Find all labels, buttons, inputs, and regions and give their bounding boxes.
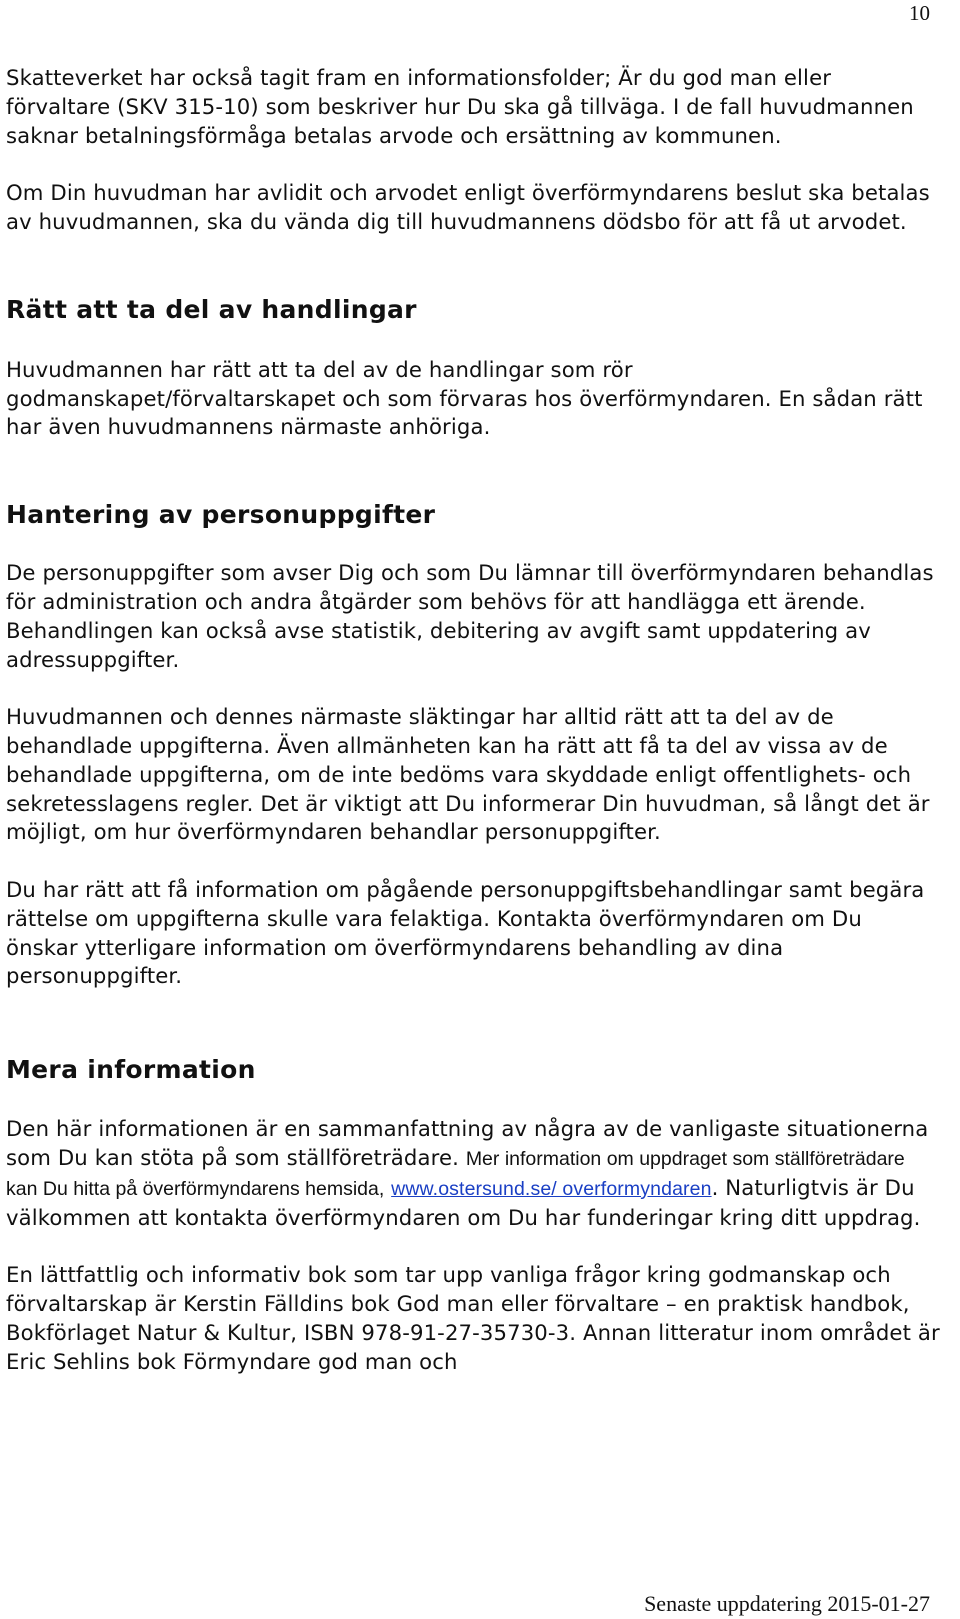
paragraph-handlingar: Huvudmannen har rätt att ta del av de handlingar som rör godmanskapet/förvaltarskapet och som förvaras hos överförmyndaren. En sådan rätt har även huvudmannens närmaste anhöriga. <box>6 356 923 440</box>
link-overformyndaren-website[interactable]: www.ostersund.se/ overformyndaren <box>391 1177 712 1200</box>
footer-last-updated: Senaste uppdatering 2015-01-27 <box>644 1591 930 1616</box>
document-body <box>6 64 940 1376</box>
paragraph-litteratur: En lättfattlig och informativ bok som tar upp vanliga frågor kring godmanskap och förvaltarskap är Kerstin Fälldins bok God man eller förvaltare – en praktisk handbok, Bokförlaget Natur & Kultur, ISBN 978-91-27-35730-3. Annan litteratur inom området är Eric Sehlins bok Förmyndare god man och <box>6 1262 940 1374</box>
paragraph-personuppgifter-3: Du har rätt att få information om pågående personuppgiftsbehandlingar samt begära rättelse om uppgifterna skulle vara felaktiga. Kontakta överförmyndaren om Du önskar ytterligare information om överförmyndarens behandling av dina personuppgifter. <box>6 876 925 989</box>
paragraph-personuppgifter-2: Huvudmannen och dennes närmaste släktingar har alltid rätt att ta del av de behandlade uppgifterna. Även allmänheten kan ha rätt att få ta del av vissa av de behandlade uppgifterna, om de inte bedöms vara skyddade enligt offentlighets- och sekretesslagens regler. Det är viktigt att Du informerar Din huvudman, så långt det är möjligt, om hur överförmyndaren behandlar personuppgifter. <box>6 704 930 845</box>
paragraph-skatteverket: Skatteverket har också tagit fram en informationsfolder; Är du god man eller förvaltare (SKV 315-10) som beskriver hur Du ska gå tillväga. I de fall huvudmannen saknar betalningsförmåga betalas arvode och ersättning av kommunen. <box>6 65 914 148</box>
heading-mera-information: Mera information <box>6 1055 256 1085</box>
paragraph-personuppgifter-1: De personuppgifter som avser Dig och som Du lämnar till överförmyndaren behandlas för administration och andra åtgärder som behövs för att handlägga ett ärende. Behandlingen kan också avse statistik, debitering av avgift samt uppdatering av adressuppgifter. <box>6 560 934 672</box>
heading-ratt-att-ta-del: Rätt att ta del av handlingar <box>6 294 417 324</box>
text-valkommen-kontakta: . Naturligtvis är Du välkommen att kontakta överförmyndaren om Du har funderingar kring ditt uppdrag. <box>6 1174 921 1230</box>
page-number: 10 <box>909 1 930 25</box>
paragraph-mera-information-1 <box>6 1115 940 1232</box>
heading-personuppgifter: Hantering av personuppgifter <box>6 500 436 530</box>
text-mer-information: Mer information om uppdraget som ställföreträdare kan Du hitta på överförmyndarens hemsida, <box>6 1147 905 1200</box>
paragraph-avliden-huvudman: Om Din huvudman har avlidit och arvodet enligt överförmyndarens beslut ska betalas av huvudmannen, ska du vända dig till huvudmannens dödsbo för att få ut arvodet. <box>6 180 930 234</box>
text-sammanfattning: Den här informationen är en sammanfattning av några av de vanligaste situationerna som Du kan stöta på som ställföreträdare. <box>6 1116 929 1170</box>
